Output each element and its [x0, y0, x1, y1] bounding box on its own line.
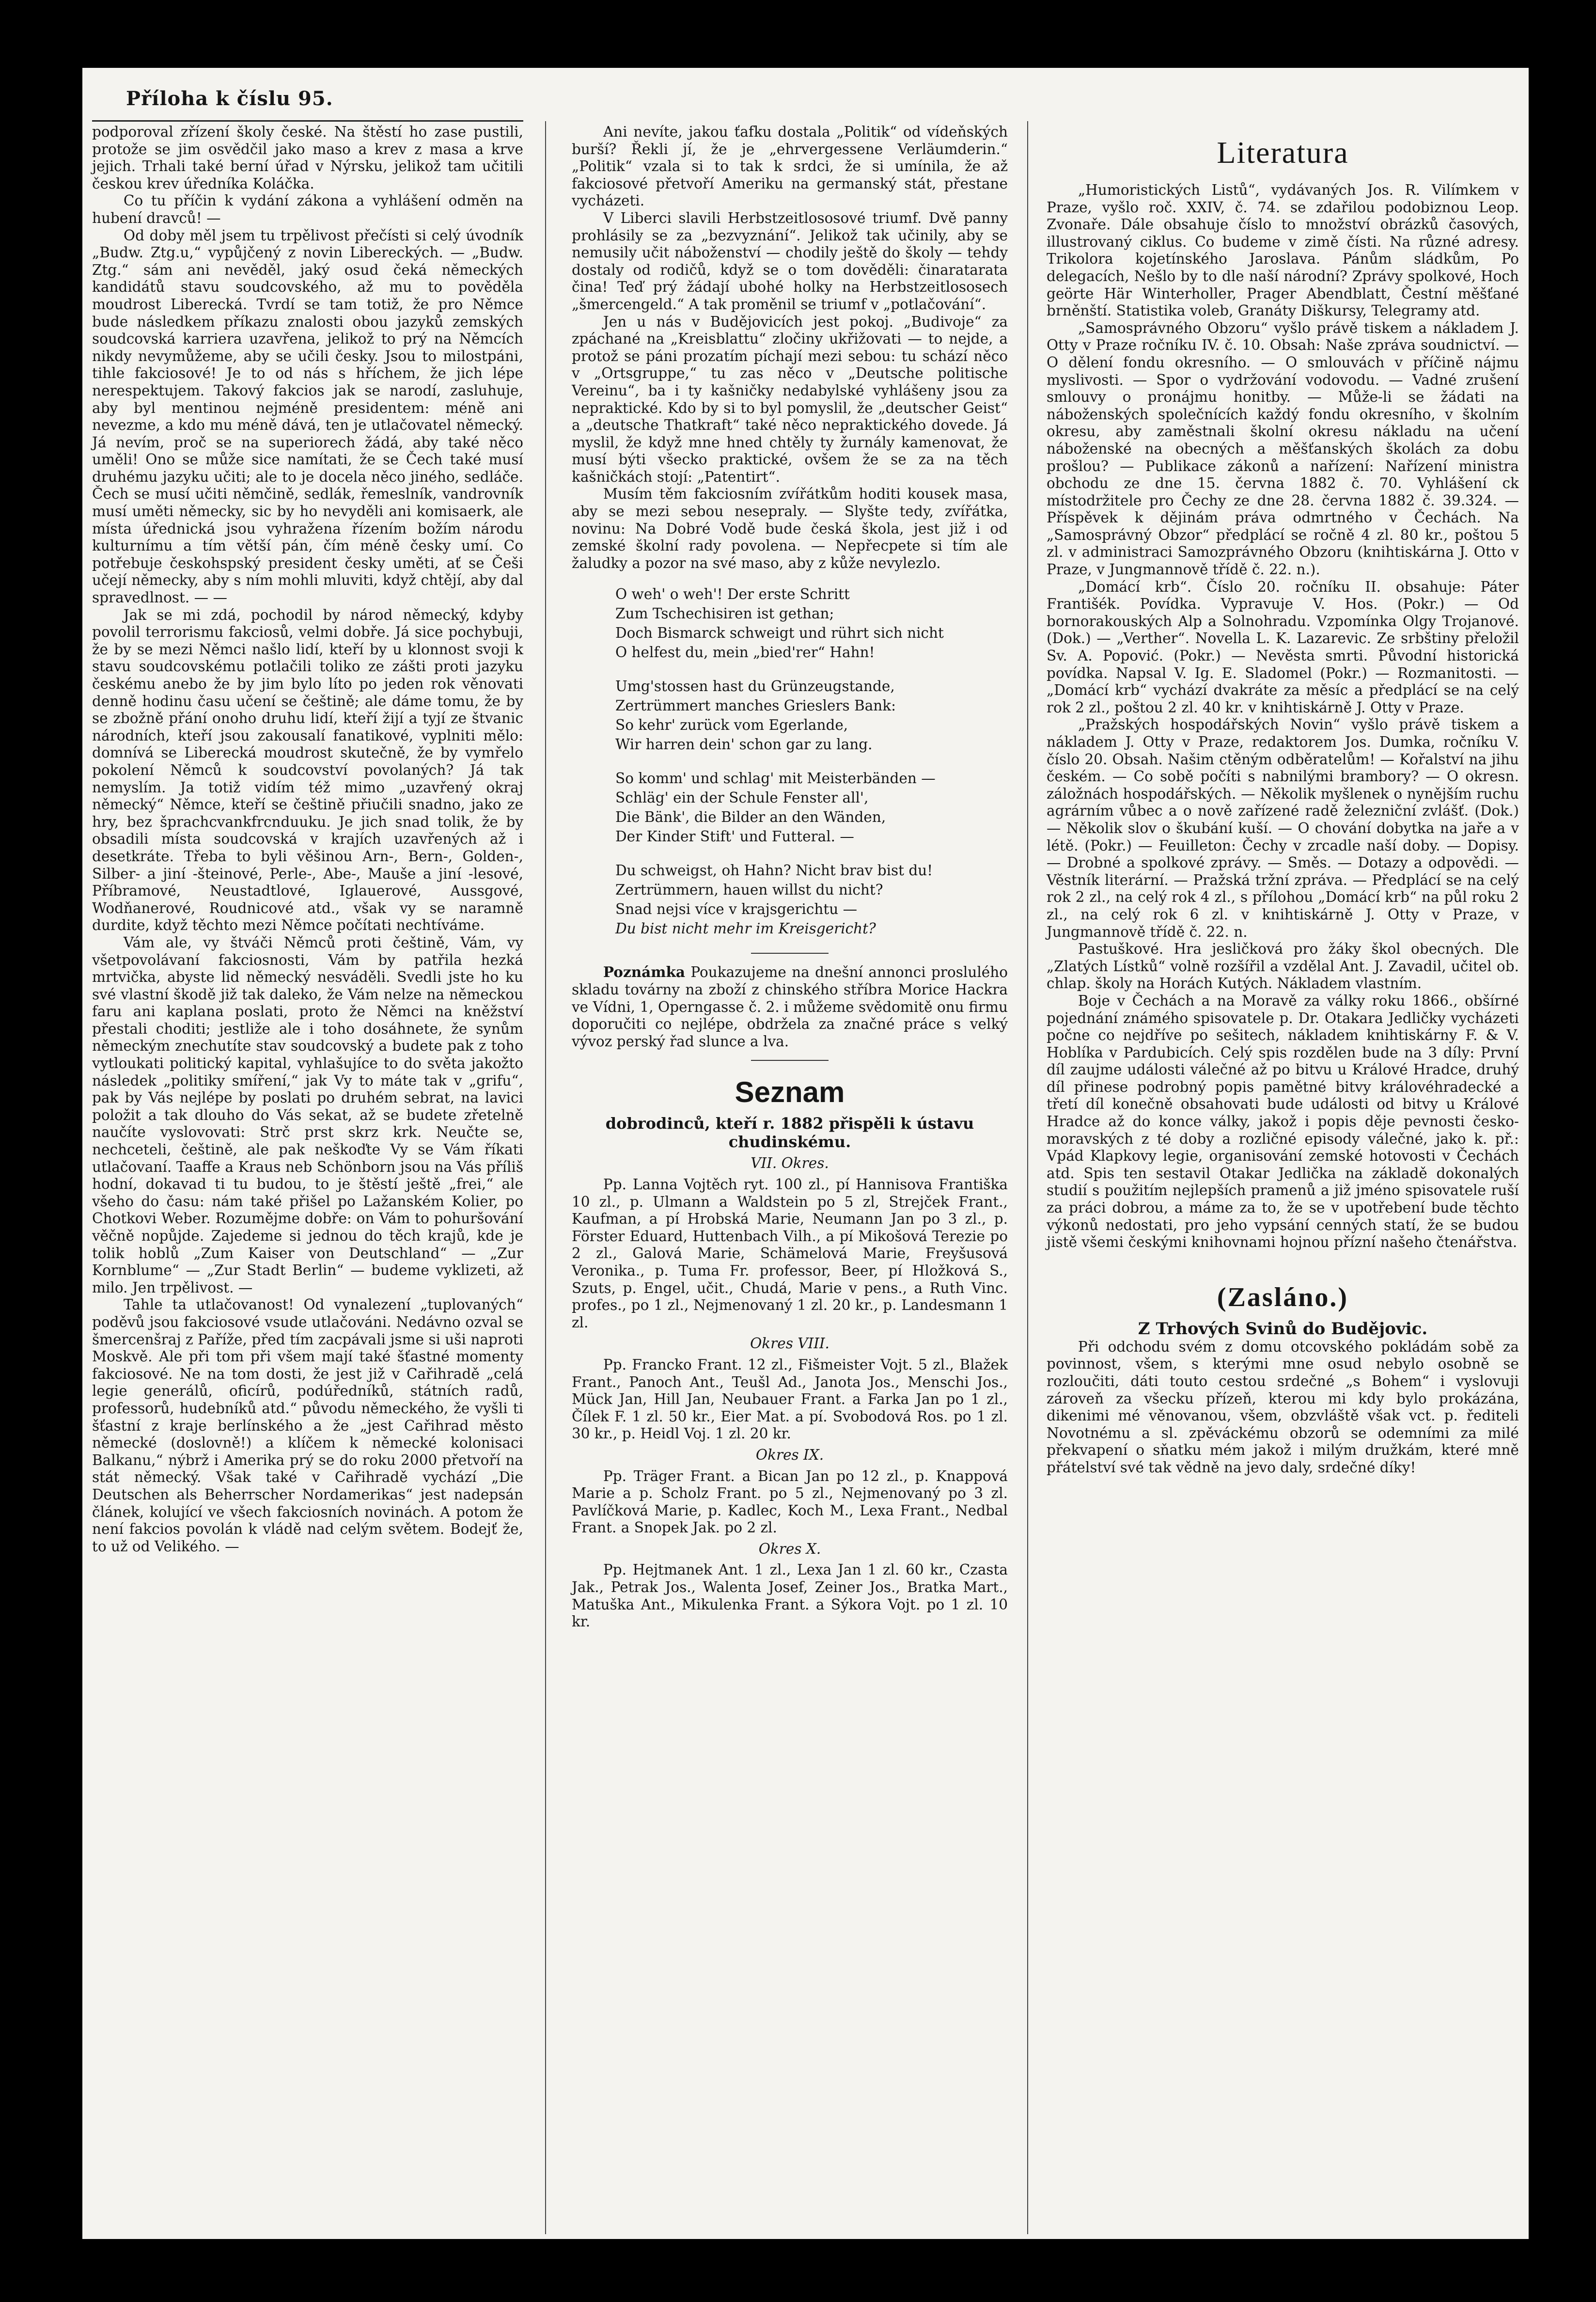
- donor-list: Pp. Francko Frant. 12 zl., Fišmeister Vojt. 5 zl., Blažek Frant., Panoch Ant., Teušl Ad., Janota Jos., Menschi Jos., Mück Jan, Hill Jan, Neubauer Frant. a Farka Jan po 1 zl., Čílek F. 1 zl. 50 kr., Eier Mat. a pí. Svobodová Ros. po 1 zl. 30 kr., p. Heidl Voj. 1 zl. 20 kr.: [572, 1356, 1008, 1442]
- zaslano-subtitle: Z Trhových Svinů do Budějovic.: [1138, 1319, 1428, 1339]
- paragraph: Boje v Čechách a na Moravě za války roku 1866., obšírné pojednání známého spisovatele p. Dr. Otakara Jedličky vycházeti počne co nejdříve po sešitech, nákladem knihtiskárny F. & V. Hoblíka v Pardubicích. Celý spis rozdělen bude na 3 díly: První díl zaujme události válečné až po bitvu u Králové Hradce, druhý díl přinese podrobný popis pamětné bitvy královéhradecké a třetí díl konečně obsahovati bude události od bitvy u Králové Hradce až do konce války, jakož i popis děje pevnosti česko-moravských z té doby a rozličné episody válečné, jako k. př.: Vpád Klapkovy legie, organisování zemské hotovosti v Čechách atd. Spis ten sestavil Otakar Jedlička na základě dokonalých studií s použitím nejlepších pramenů a již jméno spisovatele ruší za práci dobrou, a máme za to, že se v upotřebení bude těchto výkonů nedostati, pro jeho vypsání cenných statí, že se budou jistě všemi českými knihovnami hojnou přízní našeho čtenářstva.: [1047, 992, 1519, 1251]
- district-heading: Okres X.: [758, 1540, 821, 1557]
- notice-paragraph: [572, 963, 1008, 1050]
- column-3: [1047, 124, 1519, 1477]
- column-divider: [1027, 121, 1028, 2234]
- page-header: Příloha k číslu 95.: [126, 87, 333, 110]
- zaslano-title: (Zasláno.): [1217, 1282, 1349, 1312]
- poem: [615, 584, 1008, 938]
- district-heading: VII. Okres.: [751, 1155, 829, 1172]
- seznam-subtitle: dobrodinců, kteří r. 1882 přispěli k ústavu chudinskému.: [605, 1114, 974, 1151]
- paragraph: Pastuškové. Hra jesličková pro žáky škol obecných. Dle „Zlatých Lístků“ volně rozšířil a vzdělal Ant. J. Zavadil, učitel ob. chlap. školy na Horách Kutých. Nákladem vlastním.: [1047, 941, 1519, 992]
- notice-text: Poukazujeme na dnešní annonci proslulého skladu továrny na zboží z chinského stříbra Morice Hackra ve Vídni, 1, Operngasse č. 2. i můžeme svědomitě onu firmu doporučiti co nejlépe, obdržela za značné práce s velký vývoz perský řad slunce a lva.: [572, 964, 1008, 1050]
- paragraph: Ani nevíte, jakou ťafku dostala „Politik“ od vídeňských burší? Řekli jí, že je „ehrvergessene Verläumderin.“ „Politik“ vzala si to tak k srdci, že si umínila, že až fakciosové přetvoří Ameriku na germanský stát, přestane vycházeti.: [572, 124, 1008, 209]
- poem-line: Du schweigst, oh Hahn? Nicht brav bist du!: [615, 862, 933, 879]
- poem-line: Der Kinder Stift' und Futteral. —: [615, 828, 854, 845]
- poem-stanza: [615, 677, 1008, 754]
- paragraph: Vám ale, vy štváči Němců proti češtině, Vám, vy všetpovolávaní fakciosnosti, Vám by patřila hezká mrtvička, abyste lid německý nesváděli. Svedli jste ho ku své vlastní škodě již tak daleko, že Vám nelze na německou faru ani kaplana poslati, proto že Němci na kněžství přestali choditi; jestliže ale i toho dosáhnete, že synům německým znechutíte stav soudcovský a budete pak z toho vytloukati politický kapital, vyhlašujíce to do světa jakožto následek „politiky smíření,“ jak Vy to máte tak v „grifu“, pak by Vás nejlépe by poslati po druhém sebrat, na lavici položit a tak dlouho do Vás sekat, až se budete zřetelně naučíte vyslovovati: Strč prst skrz krk. Neučte se, nechceteli, češtině, ale pak neškoďte Vy se Vám říkati utlačovaní. Taaffe a Kraus neb Schönborn jsou na Vás příliš hodní, dokavad ti tu budou, to je štěstí ještě „frei,“ ale všeho do času: nám také přišel po Lažanském Kolier, po Chotkovi Weber. Rozumějme dobře: on Vám to pohuršování věčně nopůjde. Zajedeme si jednou do těch krajů, kde je tolik hoblů „Zum Kaiser von Deutschland“ — „Zur Kornblume“ — „Zur Stadt Berlin“ — budeme vyklizeti, až milo. Jen trpělivost. —: [92, 934, 523, 1296]
- newspaper-page: [82, 68, 1529, 2239]
- paragraph: „Humoristických Listů“, vydávaných Jos. R. Vilímkem v Praze, vyšlo roč. XXIV, č. 74. se zdařilou podobiznou Leop. Zvonaře. Dále obsahuje číslo to množství obrázků časových, illustrovaný ciklus. Co budeme v zimě čísti. Na různé adresy. Trikolora kojetínského Jaroslava. Pánům sládkům, Po delegacích, Nešlo by to dle naší národní? Zprávy spolkové, Hoch geörte Här Winterholler, Prager Abendblatt, Čestní měšťané brněnští. Statistika voleb, Granáty Diškursy, Telegramy atd.: [1047, 182, 1519, 319]
- poem-stanza: [615, 584, 1008, 662]
- district-heading: Okres VIII.: [750, 1335, 829, 1352]
- separator: [751, 953, 829, 954]
- poem-line: So kehr' zurück vom Egerlande,: [615, 717, 848, 734]
- literature-title: Literatura: [1217, 135, 1349, 170]
- column-2: [572, 124, 1008, 1631]
- donor-list: Pp. Lanna Vojtěch ryt. 100 zl., pí Hannisova Františka 10 zl., p. Ulmann a Waldstein po 5 zl, Strejček Frant., Kaufman, a pí Hrobská Marie, Neumann Jan po 3 zl., p. Förster Eduard, Huttenbach Vilh., a pí Mikošová Terezie po 2 zl., Galová Marie, Schämelová Marie, Freyšusová Veronika., p. Tuma Fr. professor, Beer, pí Hložková S., Szuts, p. Engel, učit., Chudá, Marie v pens., a Ruth Vinc. profes., po 1 zl., Nejmenovaný 1 zl. 20 kr., p. Landesmann 1 zl.: [572, 1176, 1008, 1331]
- poem-line: Die Bänk', die Bilder an den Wänden,: [615, 809, 886, 826]
- poem-line: Snad nejsi více v krajsgerichtu —: [615, 901, 858, 918]
- poem-stanza: [615, 861, 1008, 938]
- paragraph: „Domácí krb“. Číslo 20. ročníku II. obsahuje: Páter Františék. Povídka. Vypravuje V. Hos. (Pokr.) — Od bornorakouských Alp a Solnohradu. Vzpomínka Olgy Trojanové. (Dok.) — „Verther“. Novella L. K. Lazarevic. Ze srbštiny přeložil Sv. A. Popović. (Pokr.) — Nevěsta smrti. Původní historická povídka. Napsal V. Ig. E. Sladomel (Pokr.) — Rozmanitosti. — „Domácí krb“ vychází dvakráte za měsíc a předplácí se na celý rok 2 zl., poštou 2 zl. 40 kr. v knihtiskárně J. Otty v Praze.: [1047, 578, 1519, 716]
- column-1: [92, 124, 523, 1555]
- poem-line: O weh' o weh'! Der erste Schritt: [615, 586, 850, 603]
- paragraph: „Pražských hospodářských Novin“ vyšlo právě tiskem a nákladem J. Otty v Praze, redaktorem Jos. Dumka, ročníku V. číslo 20. Obsah. Našim ctěným odběratelům! — Kořalství na jihu českém. — Co sobě počíti s nabnilými brambory? — O okresn. záložnách hospodářských. — Několik myšlenek o nynějším ruchu agrárním vůbec a o nově zařízené radě železniční zvlášť. (Dok.) — Několik slov o škubání kuší. — O chování dobytka na jaře a v létě. (Pokr.) — Feuilleton: Čechy v zrcadle naší doby. — Dopisy. — Drobné a spolkové zprávy. — Směs. — Dotazy a odpovědi. — Věstník literární. — Pražská tržní zpráva. — Předplácí se na celý rok 2 zl., na celý rok 4 zl., s přílohou „Domácí krb“ na půl roku 2 zl., na celý rok 6 zl. v knihtiskárně J. Otty v Praze, v Jungmannově třídě č. 22. n.: [1047, 716, 1519, 940]
- poem-stanza: [615, 769, 1008, 846]
- paragraph: Od doby měl jsem tu trpělivost přečísti si celý úvodník „Budw. Ztg.u,“ vypůjčený z novin Libereckých. — „Budw. Ztg.“ sám ani nevěděl, jaký osud čeká německých kandidátů stavu soudcovského, až mu to pověděla moudrost Liberecká. Tvrdí se tam totiž, že pro Němce bude následkem příkazu znalosti obou jazyků zemských soudcovská karriera uzavřena, jelikož to prý na Němcích nikdy nevymůžeme, aby se učili česky. Jsou to milostpáni, tihle fakciosové! Je to od nás s hříchem, že jich lépe nerespektujem. Takový fakcios jak se narodí, zasluhuje, aby byl mentinou nejméně presidentem: méně ani nevezme, a kdo mu méně dává, ten je utlačovatel německý. Já nevím, proč se na superiorech žádá, aby také něco uměli! Ono se může sice namítati, že se Čech také musí druhému jazyku učiti; ale to je docela něco jiného, sedláče. Čech se musí učiti němčině, sedlák, řemeslník, vandrovník musí uměti německy, sic by ho nevyděli ani komisaerk, ale místa úřednická jsou vyhražena řízením božím národu kulturnímu a tím větší pán, čím méně česky umí. Co potřebuje českohspský president česky uměti, ať se Češi učejí německy, aby s ním mohli mluviti, když chtějí, aby dal spravedlnost. — —: [92, 227, 523, 606]
- poem-line: Zum Tschechisiren ist gethan;: [615, 605, 834, 622]
- poem-line: O helfest du, mein „bied'rer“ Hahn!: [615, 644, 875, 661]
- paragraph: „Samosprávného Obzoru“ vyšlo právě tiskem a nákladem J. Otty v Praze ročníku IV. č. 10. Obsah: Naše zpráva soudnictví. — O dělení fondu okresního. — O smlouvách v příčině nájmu myslivosti. — Spor o vydržování vodovodu. — Vadné zrušení smlouvy o pronájmu honitby. — Může-li se žádati na náboženských společnících každý fondu okresního, v školním okresu, aby zaměstnali školní okresu nákladu na učení náboženské na obecných a měšťanských školách za dobu prošlou? — Publikace zákonů a nařízení: Nařízení ministra obchodu ze dne 15. června 1882 č. 70. Vyhlášení ck místodržitele pro Čechy ze dne 28. června 1882 č. 39.324. — Příspěvek k dějinám práva odmrtného v Čechách. Na „Samosprávný Obzor“ předplácí se ročně 4 zl. 80 kr., poštou 5 zl. v administraci Samozprávného Obzoru (knihtiskárna J. Otto v Praze, v Jungmannově třídě č. 22. n.).: [1047, 319, 1519, 578]
- poem-line: Wir harren dein' schon gar zu lang.: [615, 736, 873, 753]
- column-divider: [545, 121, 546, 2234]
- paragraph: podporoval zřízení školy české. Na štěstí ho zase pustili, protože se jim osvědčil jako maso a krev z masa a krve jejich. Trhali také berní úřad v Nýrsku, jelikož tam učitili českou krev úředníka Koláčka.: [92, 124, 523, 192]
- paragraph: Musím těm fakciosním zvířátkům hoditi kousek masa, aby se mezi sebou nesepraly. — Slyšte tedy, zvířátka, novinu: Na Dobré Vodě bude česká škola, jest již i od zemské školní rady povolena. — Nepřecpete si tím ale žaludky a pozor na své maso, aby z kůže nevylezlo.: [572, 486, 1008, 571]
- district-heading: Okres IX.: [755, 1446, 824, 1463]
- poem-line: Zertrümmert manches Grieslers Bank:: [615, 697, 896, 714]
- poem-line: Du bist nicht mehr im Kreisgericht?: [615, 920, 876, 937]
- poem-line: Umg'stossen hast du Grünzeugstande,: [615, 678, 895, 695]
- paragraph: Jen u nás v Budějovicích jest pokoj. „Budivoje“ za zpáchané na „Kreisblattu“ zločiny ukřižovati — to nejde, a protož se páni prozatím píchají mezi sebou: tu schází něco v „Ortsgruppe,“ tu zas něco v „Deutsche politische Vereinu“, ba i ty kašničky nedabylské vyhlášeny jsou za nepraktické. Kdo by si to byl pomyslil, že „deutscher Geist“ a „deutsche Thatkraft“ také něco nepraktického dovede. Já myslil, že když mne hned chtěly ty žurnály kamenovat, že musí býti všecko praktické, ovšem že se za na těch kašničkách stojí: „Patentirt“.: [572, 313, 1008, 485]
- poem-line: Zertrümmern, hauen willst du nicht?: [615, 882, 883, 899]
- notice-label: Poznámka: [603, 963, 686, 981]
- poem-line: Schläg' ein der Schule Fenster all',: [615, 789, 869, 806]
- paragraph: Co tu příčin k vydání zákona a vyhlášení odměn na hubení dravců! —: [92, 192, 523, 226]
- paragraph: V Liberci slavili Herbstzeitlososové triumf. Dvě panny prohlásily se za „bezvyznání“. Jelikož tak učinily, aby se nemusily učit náboženství — chodily ještě do školy — tehdy dostaly od rodičů, když se o tom dověděli: činaratarata čina! Teď prý žádají ubohé holky na Herbstzeitlososech „šmercengeld.“ A tak proměnil se triumf v „potlačování“.: [572, 209, 1008, 313]
- donor-list: Pp. Hejtmanek Ant. 1 zl., Lexa Jan 1 zl. 60 kr., Czasta Jak., Petrak Jos., Walenta Josef, Zeiner Jos., Bratka Mart., Matuška Ant., Mikulenka Frant. a Sýkora Vojt. po 1 zl. 10 kr.: [572, 1561, 1008, 1630]
- header-rule: [92, 120, 523, 122]
- separator: [751, 1060, 829, 1061]
- poem-line: Doch Bismarck schweigt und rührt sich nicht: [615, 625, 944, 642]
- donor-list: Pp. Träger Frant. a Bican Jan po 12 zl., p. Knappová Marie a p. Scholz Frant. po 5 zl., Nejmenovaný po 3 zl. Pavlíčková Marie, p. Kadlec, Koch M., Lexa Frant., Nedbal Frant. a Snopek Jak. po 2 zl.: [572, 1467, 1008, 1536]
- poem-line: So komm' und schlag' mit Meisterbänden —: [615, 770, 936, 787]
- seznam-title: Seznam: [735, 1076, 845, 1109]
- paragraph: Při odchodu svém z domu otcovského pokládám sobě za povinnost, všem, s kterými mne osud nebylo osobně se rozloučiti, dáti touto cestou srdečné „s Bohem“ i vyslovuji zároveň za všecku přízeň, kterou mi kdy bylo prokázána, dikenimi mé věnovanou, všem, obzvláště však vct. p. řediteli Novotnému a sl. zpěváckému obzorů se odemními za milé překvapení o sňatku mém jakož i milým družkám, které mně přátelství své tak vědně na jevo daly, srdečné díky!: [1047, 1338, 1519, 1476]
- paragraph: Tahle ta utlačovanost! Od vynalezení „tuplovaných“ poděvů jsou fakciosové vsude utlačováni. Nedávno ozval se šmercenšraj z Paříže, před tím zacpávali jsme si uši naproti Moskvě. Ale při tom při všem mají také šťastné momenty fakciosové. Ne na tom dosti, že jest již v Cařihradě „celá legie generálů, oficírů, podúředníků, státních radů, professorů, hudebníků atd.“ původu německého, že vyšli ti šťastní z kraje berlínského a že „jest Cařihrad město německé (doslovně!) a klíčem k německé kolonisaci Balkanu,“ nýbrž i Amerika prý se do roku 2000 přetvoří na stát německý. Však také v Cařihradě vychází „Die Deutschen als Beherrscher Nordamerikas“ jest nadepsán článek, kolující ve všech fakciosních novinách. A potom že není fakcios povolán k vládě nad celým světem. Bodejť že, to už od Velikého. —: [92, 1296, 523, 1555]
- paragraph: Jak se mi zdá, pochodil by národ německý, kdyby povolil terrorismu fakciosů, velmi dobře. Já sice pochybuji, že by se mezi Němci našlo lidí, kteří by u klonnost svoji k stavu soudcovskému potlačili toliko ze zášti proti jazyku českému anebo že by jim bylo líto po jeden rok věnovati denně hodinu času učení se češtině; ale dáme tomu, že by se zbožně přání onoho druhu lidí, kteří žijí a tyjí ze štvanic národních, kteří jsou zakousalí fanatikové, vyplniti mělo: domnívá se Liberecká moudrost skutečně, že by vymřelo pokolení Němců k soudcovství povolaných? Já tak nemyslím. Ja totiž vidím též mimo „uzavřený okraj německý“ Němce, kteří se češtině přiučili snadno, jako ze hry, bez šprachcvankfrcnduuku. Je jich snad tolik, že by obsadili místa soudcovská v krajích uzavřených až i desetkráte. Třeba to byli věšinou Arn-, Bern-, Golden-, Silber- a jiní -šteinové, Perle-, Abe-, Mauše a jiní -lesové, Příbramové, Neustadtlové, Iglauerové, Aussgové, Wodňanerové, Roudnicové atd., však vy se naramně durdite, když těchto mezi Němce počítati nechtíváme.: [92, 606, 523, 934]
